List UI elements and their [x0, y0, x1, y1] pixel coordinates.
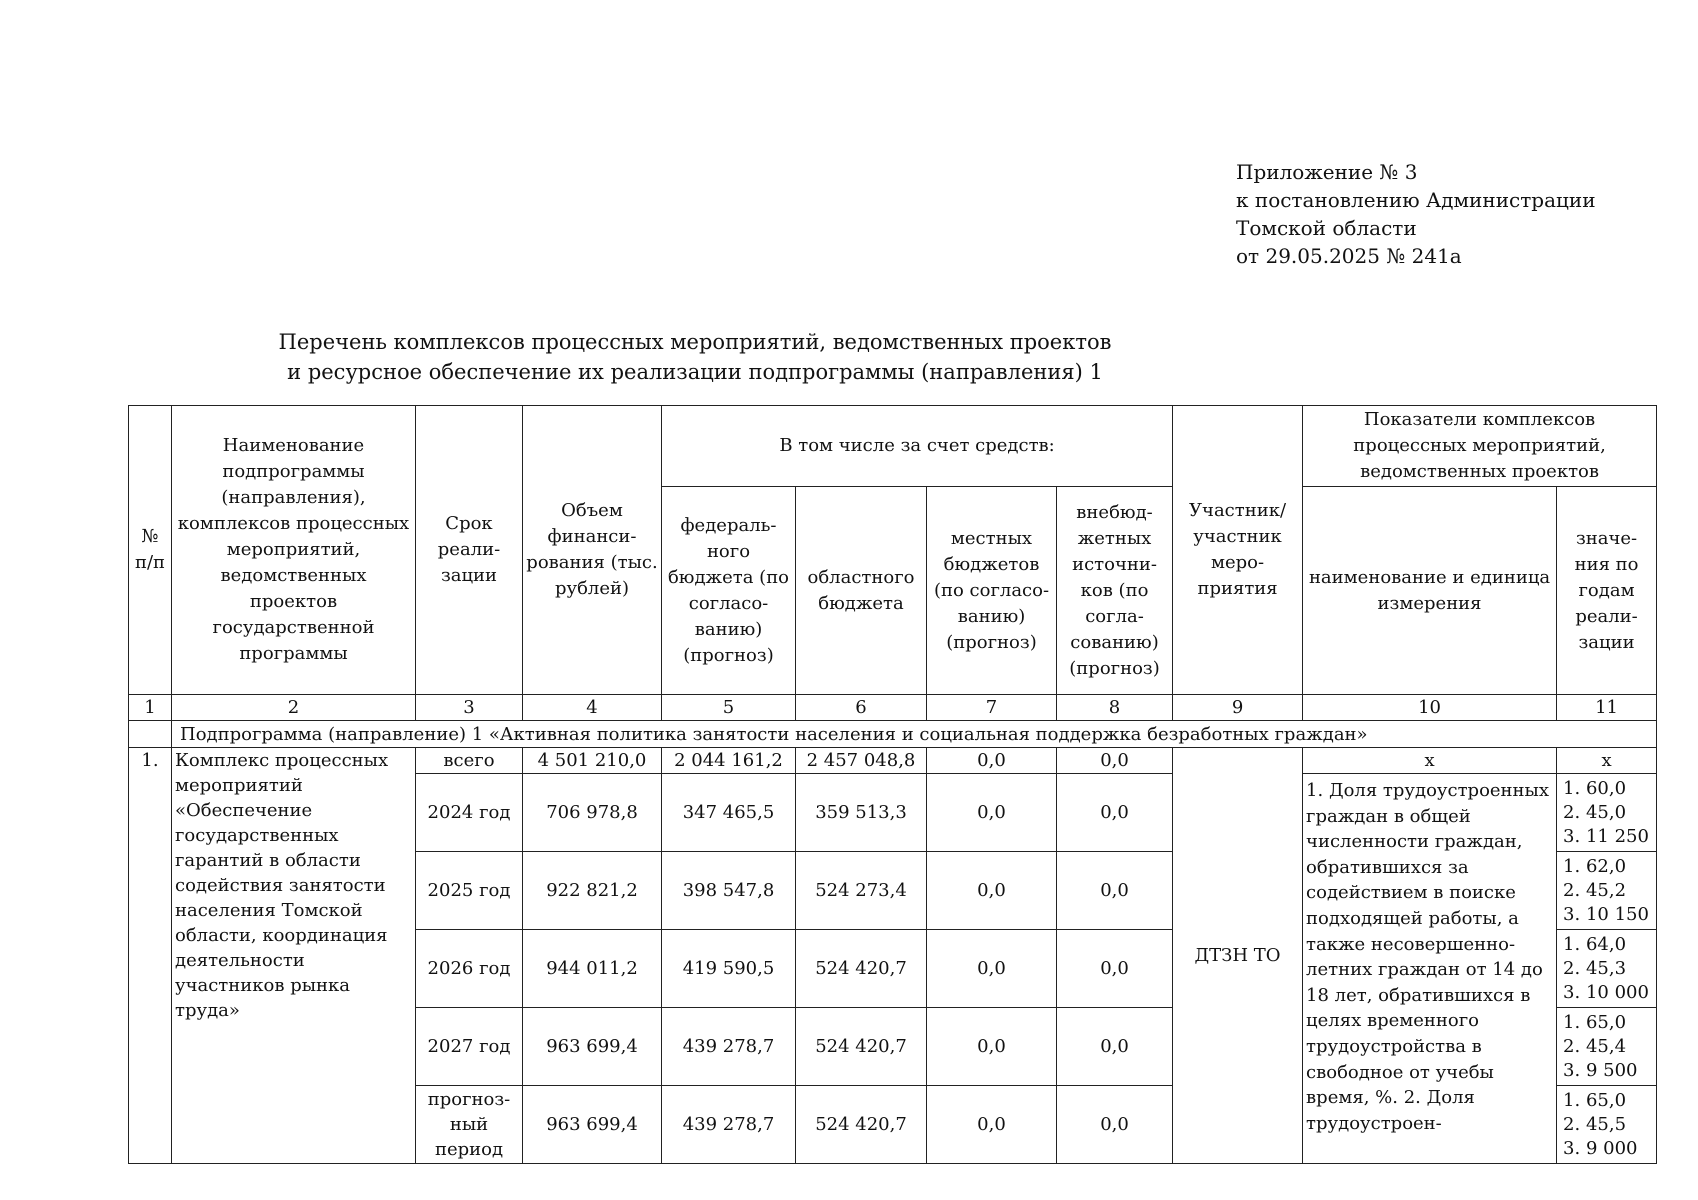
indicator-value: 3. 9 000 — [1563, 1137, 1638, 1159]
federal-cell: 2 044 161,2 — [662, 748, 796, 774]
regional-cell: 524 420,7 — [796, 1008, 927, 1086]
header-participant: Участник/ участник меро-приятия — [1173, 406, 1303, 695]
indicator-value: 1. 62,0 — [1563, 855, 1627, 877]
complex-name: Комплекс процессных мероприятий «Обеспечение государственных гарантий в области содействия занятости населения Томской области, координация деятельности участников рынка труда» — [172, 748, 416, 1164]
indicator-value: 1. 65,0 — [1563, 1011, 1627, 1033]
appendix-line: Приложение № 3 — [1236, 160, 1418, 184]
indicator-value: 2. 45,0 — [1563, 801, 1627, 823]
period-cell: 2026 год — [416, 930, 523, 1008]
table-row — [129, 748, 1657, 774]
indicator-value: 3. 11 250 — [1563, 825, 1649, 847]
header-term: Срок реали-зации — [416, 406, 523, 695]
indicator-values-cell — [1557, 1008, 1657, 1086]
header-federal: федераль-ного бюджета (по согласо-ванию) (прогноз) — [662, 487, 796, 695]
total-cell: 944 011,2 — [523, 930, 662, 1008]
regional-cell: 524 420,7 — [796, 1086, 927, 1164]
indicator-values-cell — [1557, 930, 1657, 1008]
offbudget-cell: 0,0 — [1057, 852, 1173, 930]
indicator-value: 2. 45,2 — [1563, 879, 1627, 901]
header-name: Наименование подпрограммы (направления), комплексов процессных мероприятий, ведомственных проектов государственной программы — [172, 406, 416, 695]
header-local: местных бюджетов (по согласо-ванию) (прогноз) — [927, 487, 1057, 695]
federal-cell: 398 547,8 — [662, 852, 796, 930]
title-line: и ресурсное обеспечение их реализации подпрограммы (направления) 1 — [287, 360, 1103, 384]
indicator-value: 2. 45,3 — [1563, 957, 1627, 979]
indicator-x-mark: х — [1303, 748, 1557, 774]
column-number: 6 — [796, 695, 927, 721]
offbudget-cell: 0,0 — [1057, 1086, 1173, 1164]
indicator-value: 2. 45,5 — [1563, 1113, 1627, 1135]
indicator-value: 3. 9 500 — [1563, 1059, 1638, 1081]
header-sources-group: В том числе за счет средств: — [662, 406, 1173, 487]
column-number: 10 — [1303, 695, 1557, 721]
column-number: 7 — [927, 695, 1057, 721]
indicator-value: 2. 45,4 — [1563, 1035, 1627, 1057]
local-cell: 0,0 — [927, 1008, 1057, 1086]
total-cell: 706 978,8 — [523, 774, 662, 852]
column-number: 9 — [1173, 695, 1303, 721]
header-indicator-values: значе-ния по годам реали-зации — [1557, 487, 1657, 695]
local-cell: 0,0 — [927, 748, 1057, 774]
header-number: № п/п — [129, 406, 172, 695]
document-title — [0, 327, 1390, 387]
column-number: 4 — [523, 695, 662, 721]
indicator-value: 1. 65,0 — [1563, 1089, 1627, 1111]
regional-cell: 524 273,4 — [796, 852, 927, 930]
indicator-values-cell — [1557, 852, 1657, 930]
offbudget-cell: 0,0 — [1057, 930, 1173, 1008]
header-offbudget: внебюд-жетных источни-ков (по согла-сованию) (прогноз) — [1057, 487, 1173, 695]
column-number: 2 — [172, 695, 416, 721]
header-volume: Объем финанси-рования (тыс. рублей) — [523, 406, 662, 695]
period-cell: прогноз-ный период — [416, 1086, 523, 1164]
total-cell: 963 699,4 — [523, 1086, 662, 1164]
offbudget-cell: 0,0 — [1057, 748, 1173, 774]
period-cell: всего — [416, 748, 523, 774]
appendix-line: к постановлению Администрации — [1236, 188, 1596, 212]
federal-cell: 347 465,5 — [662, 774, 796, 852]
column-number: 5 — [662, 695, 796, 721]
indicator-values-cell — [1557, 774, 1657, 852]
indicator-value: 3. 10 000 — [1563, 981, 1649, 1003]
participant-cell: ДТЗН ТО — [1173, 748, 1303, 1164]
column-number-row — [129, 695, 1657, 721]
total-cell: 922 821,2 — [523, 852, 662, 930]
resource-table — [128, 405, 1657, 1164]
indicator-value: 1. 60,0 — [1563, 777, 1627, 799]
indicator-name-cell: 1. Доля трудоустроенных граждан в общей численности граждан, обратившихся за содействием в поиске подходящей работы, а также несовершенно-летних граждан от 14 до 18 лет, обратившихся в целях временного трудоустройства в свободное от учебы время, %. 2. Доля трудоустроен- — [1303, 774, 1557, 1164]
subprogram-number-cell — [129, 721, 172, 748]
offbudget-cell: 0,0 — [1057, 1008, 1173, 1086]
local-cell: 0,0 — [927, 774, 1057, 852]
column-number: 1 — [129, 695, 172, 721]
offbudget-cell: 0,0 — [1057, 774, 1173, 852]
subprogram-title: Подпрограмма (направление) 1 «Активная политика занятости населения и социальная поддержка безработных граждан» — [172, 721, 1657, 748]
regional-cell: 359 513,3 — [796, 774, 927, 852]
period-cell: 2027 год — [416, 1008, 523, 1086]
local-cell: 0,0 — [927, 930, 1057, 1008]
federal-cell: 439 278,7 — [662, 1008, 796, 1086]
period-cell: 2025 год — [416, 852, 523, 930]
value-x-mark: х — [1557, 748, 1657, 774]
regional-cell: 2 457 048,8 — [796, 748, 927, 774]
period-cell: 2024 год — [416, 774, 523, 852]
header-regional: областного бюджета — [796, 487, 927, 695]
appendix-line: от 29.05.2025 № 241а — [1236, 244, 1462, 268]
total-cell: 4 501 210,0 — [523, 748, 662, 774]
column-number: 8 — [1057, 695, 1173, 721]
indicator-value: 1. 64,0 — [1563, 933, 1627, 955]
column-number: 11 — [1557, 695, 1657, 721]
column-number: 3 — [416, 695, 523, 721]
complex-number: 1. — [129, 748, 172, 1164]
federal-cell: 419 590,5 — [662, 930, 796, 1008]
header-indicators-group: Показатели комплексов процессных мероприятий, ведомственных проектов — [1303, 406, 1657, 487]
regional-cell: 524 420,7 — [796, 930, 927, 1008]
local-cell: 0,0 — [927, 852, 1057, 930]
title-line: Перечень комплексов процессных мероприятий, ведомственных проектов — [278, 330, 1112, 354]
header-indicator-name: наименование и единица измерения — [1303, 487, 1557, 695]
appendix-line: Томской области — [1236, 216, 1417, 240]
total-cell: 963 699,4 — [523, 1008, 662, 1086]
local-cell: 0,0 — [927, 1086, 1057, 1164]
federal-cell: 439 278,7 — [662, 1086, 796, 1164]
indicator-values-cell — [1557, 1086, 1657, 1164]
indicator-value: 3. 10 150 — [1563, 903, 1649, 925]
appendix-block — [1236, 158, 1596, 270]
